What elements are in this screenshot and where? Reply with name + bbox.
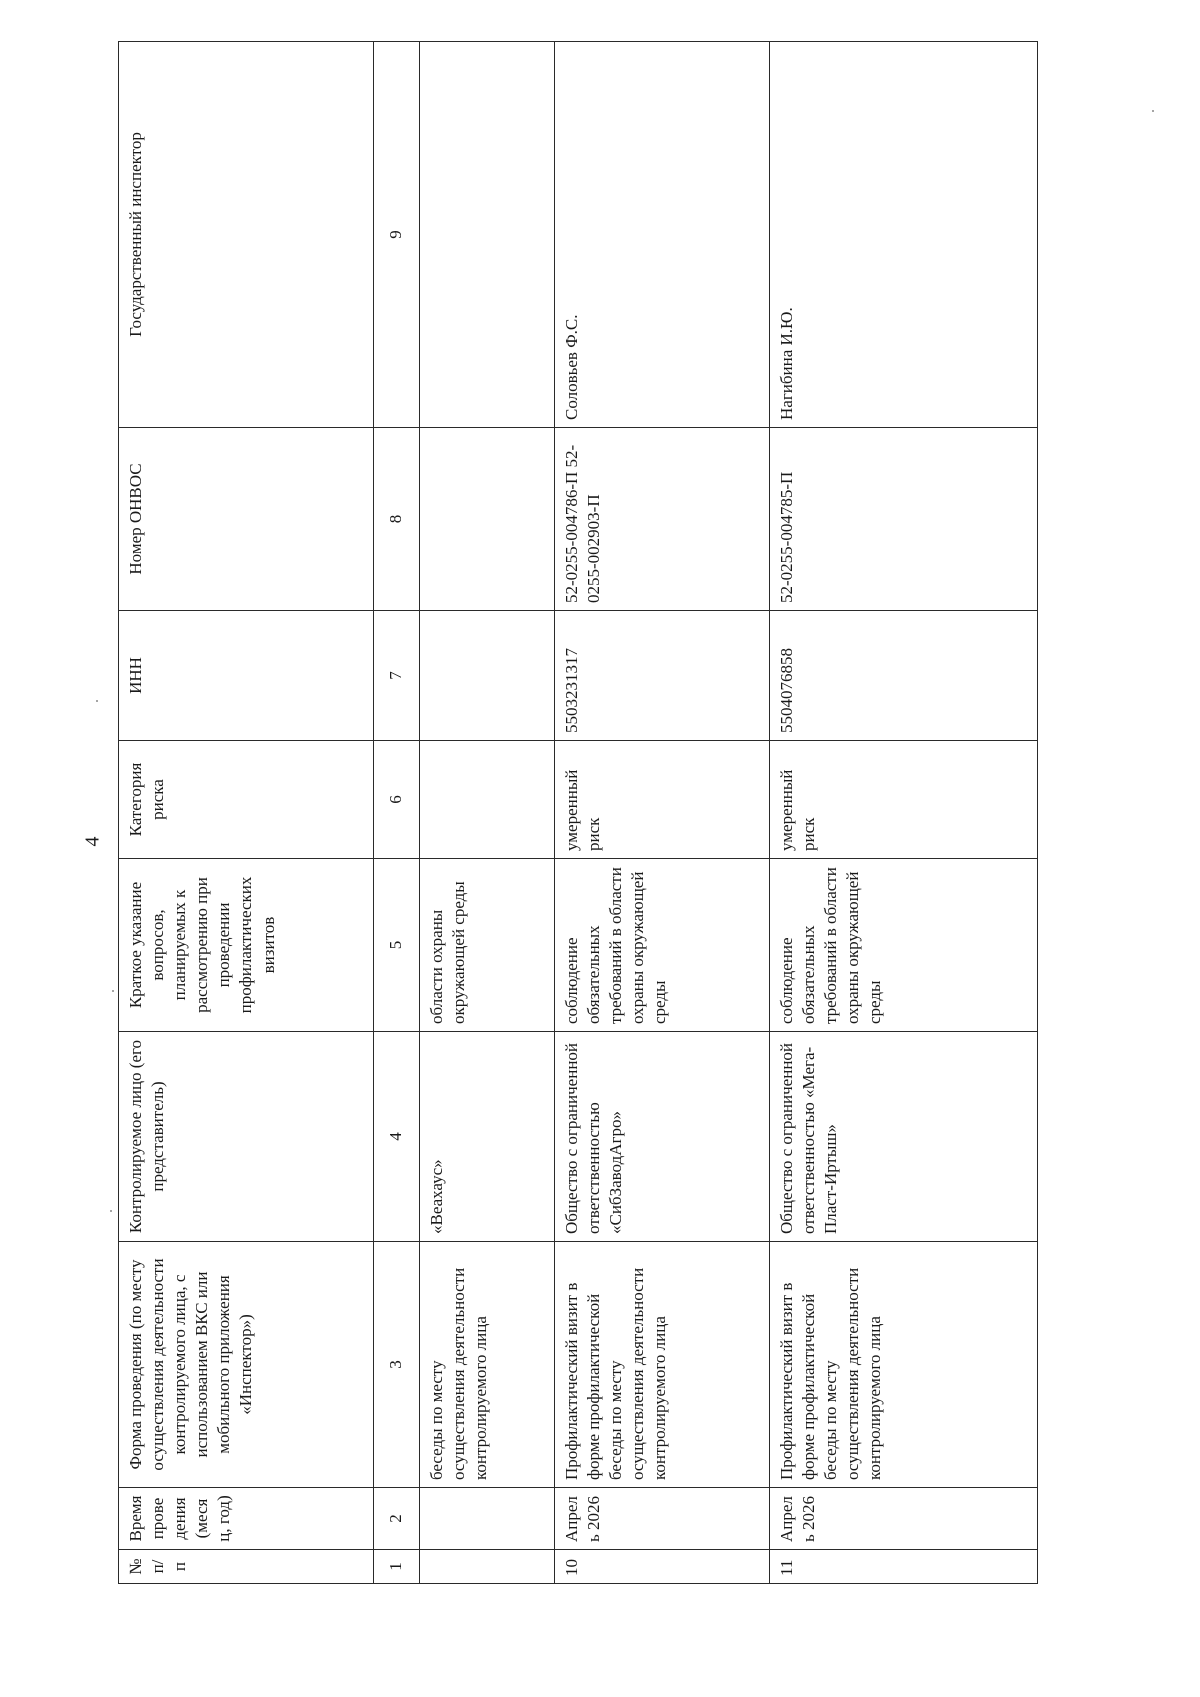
scan-speck	[1152, 110, 1154, 112]
row-onvos	[420, 428, 555, 611]
row-entity: Общество с ограниченной ответственностью «СибЗаводАгро»	[555, 1032, 770, 1242]
column-number: 7	[374, 611, 420, 741]
header-onvos: Номер ОНВОС	[119, 428, 374, 611]
page-number: 4	[81, 836, 104, 847]
header-num: № п/п	[119, 1550, 374, 1584]
row-form: Профилактический визит в форме профилактической беседы по месту осуществления деятельности контролируемого лица	[770, 1242, 1038, 1488]
rotated-table-wrapper	[118, 42, 1037, 1584]
column-number: 3	[374, 1242, 420, 1488]
row-risk: умеренный риск	[555, 741, 770, 859]
header-row	[119, 42, 374, 1584]
inspection-plan-table	[118, 41, 1038, 1584]
row-questions: области охраны окружающей среды	[420, 859, 555, 1032]
column-number: 8	[374, 428, 420, 611]
row-inspector: Соловьев Ф.С.	[555, 42, 770, 428]
header-time: Время проведения (месяц, год)	[119, 1488, 374, 1550]
table-row	[770, 42, 1038, 1584]
column-number: 1	[374, 1550, 420, 1584]
row-num: 11	[770, 1550, 1038, 1584]
row-questions: соблюдение обязательных требований в области охраны окружающей среды	[555, 859, 770, 1032]
row-onvos: 52-0255-004786-П 52-0255-002903-П	[555, 428, 770, 611]
scan-speck	[110, 1210, 112, 1212]
row-form: Профилактический визит в форме профилактической беседы по месту осуществления деятельности контролируемого лица	[555, 1242, 770, 1488]
scan-speck	[112, 990, 114, 992]
column-number: 6	[374, 741, 420, 859]
header-risk: Категория риска	[119, 741, 374, 859]
column-number: 4	[374, 1032, 420, 1242]
row-onvos: 52-0255-004785-П	[770, 428, 1038, 611]
header-entity: Контролируемое лицо (его представитель)	[119, 1032, 374, 1242]
header-form: Форма проведения (по месту осуществления деятельности контролируемого лица, с использованием ВКС или мобильного приложения «Инспектор»)	[119, 1242, 374, 1488]
column-number: 2	[374, 1488, 420, 1550]
row-entity: «Веахаус»	[420, 1032, 555, 1242]
column-number: 9	[374, 42, 420, 428]
row-inspector	[420, 42, 555, 428]
column-number: 5	[374, 859, 420, 1032]
table-row	[420, 42, 555, 1584]
row-entity: Общество с ограниченной ответственностью «Мега-Пласт-Иртыш»	[770, 1032, 1038, 1242]
scan-speck	[96, 700, 98, 702]
header-questions: Краткое указание вопросов, планируемых к рассмотрению при проведении профилактических визитов	[119, 859, 374, 1032]
row-inspector: Нагибина И.Ю.	[770, 42, 1038, 428]
row-questions: соблюдение обязательных требований в области охраны окружающей среды	[770, 859, 1038, 1032]
row-inn: 5503231317	[555, 611, 770, 741]
column-number-row	[374, 42, 420, 1584]
row-risk: умеренный риск	[770, 741, 1038, 859]
row-time	[420, 1488, 555, 1550]
row-risk	[420, 741, 555, 859]
row-form: беседы по месту осуществления деятельности контролируемого лица	[420, 1242, 555, 1488]
header-inn: ИНН	[119, 611, 374, 741]
table-row	[555, 42, 770, 1584]
row-inn: 5504076858	[770, 611, 1038, 741]
row-num	[420, 1550, 555, 1584]
row-time: Апрель 2026	[770, 1488, 1038, 1550]
row-time: Апрель 2026	[555, 1488, 770, 1550]
header-inspector: Государственный инспектор	[119, 42, 374, 428]
row-inn	[420, 611, 555, 741]
row-num: 10	[555, 1550, 770, 1584]
